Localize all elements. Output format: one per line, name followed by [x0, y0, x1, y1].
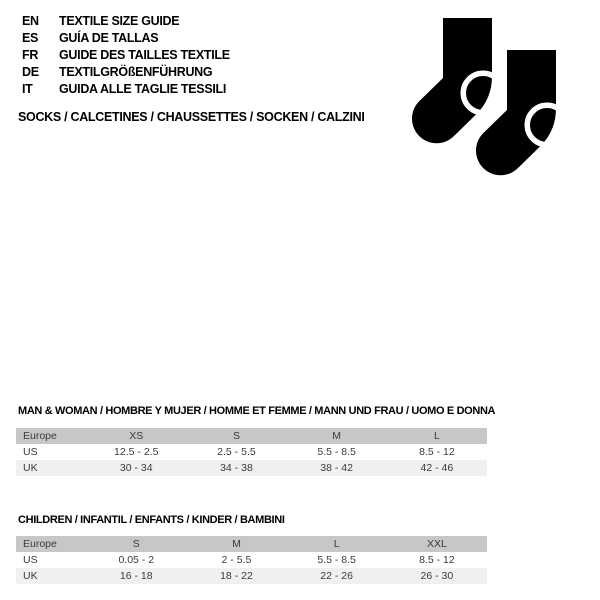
language-code: EN: [22, 14, 39, 29]
language-row: [22, 30, 230, 47]
size-cell: 0.05 - 2: [118, 554, 155, 566]
children-size-table: [16, 536, 487, 584]
language-label: TEXTILE SIZE GUIDE: [59, 14, 180, 29]
language-row: [22, 80, 230, 97]
size-cell: 26 - 30: [420, 570, 454, 582]
size-cell: 22 - 26: [320, 570, 353, 582]
size-cell: 5.5 - 8.5: [317, 446, 356, 458]
table-row: [16, 460, 487, 476]
column-header: XXL: [426, 538, 447, 550]
size-cell: 5.5 - 8.5: [317, 554, 356, 566]
language-code: ES: [22, 31, 39, 46]
column-header: S: [232, 430, 240, 442]
language-code: FR: [22, 47, 39, 62]
socks-icon: [395, 5, 570, 185]
language-list: [22, 13, 230, 97]
column-header: M: [232, 538, 241, 550]
man-woman-table-title: MAN & WOMAN / HOMBRE Y MUJER / HOMME ET FEMME / MANN UND FRAU / UOMO E DONNA: [18, 405, 496, 417]
row-label: UK: [23, 462, 38, 474]
size-cell: 12.5 - 2.5: [114, 446, 159, 458]
column-header: L: [333, 538, 340, 550]
children-section: [0, 514, 600, 584]
column-header: S: [132, 538, 140, 550]
children-table-title: CHILDREN / INFANTIL / ENFANTS / KINDER / BAMBINI: [18, 514, 285, 526]
column-header: XS: [129, 430, 144, 442]
category-title: SOCKS / CALCETINES / CHAUSSETTES / SOCKEN / CALZINI: [18, 110, 365, 124]
row-label: US: [23, 446, 38, 458]
table-header-row: [16, 428, 487, 444]
language-row: [22, 13, 230, 30]
row-label: US: [23, 554, 38, 566]
language-label: GUÍA DE TALLAS: [59, 31, 159, 46]
table-row: [16, 444, 487, 460]
column-header: Europe: [23, 538, 57, 550]
language-row: [22, 47, 230, 64]
man-woman-size-table: [16, 428, 487, 476]
size-cell: 8.5 - 12: [419, 446, 455, 458]
man-woman-section: [0, 405, 600, 476]
column-header: M: [332, 430, 342, 442]
size-cell: 18 - 22: [220, 570, 253, 582]
column-header: Europe: [23, 430, 57, 442]
language-label: GUIDE DES TAILLES TEXTILE: [59, 47, 230, 62]
table-header-row: [16, 536, 487, 552]
table-row: [16, 552, 487, 568]
language-label: GUIDA ALLE TAGLIE TESSILI: [59, 81, 227, 96]
size-cell: 16 - 18: [119, 570, 153, 582]
row-label: UK: [23, 570, 38, 582]
language-code: DE: [22, 64, 39, 79]
language-row: [22, 63, 230, 80]
size-cell: 42 - 46: [420, 462, 454, 474]
size-cell: 38 - 42: [320, 462, 353, 474]
size-cell: 2 - 5.5: [221, 554, 252, 566]
size-cell: 2.5 - 5.5: [217, 446, 256, 458]
size-cell: 30 - 34: [119, 462, 153, 474]
size-cell: 8.5 - 12: [419, 554, 455, 566]
column-header: L: [433, 430, 440, 442]
size-cell: 34 - 38: [220, 462, 253, 474]
language-code: IT: [22, 81, 33, 96]
table-row: [16, 568, 487, 584]
language-label: TEXTILGRÖßENFÜHRUNG: [59, 64, 213, 79]
